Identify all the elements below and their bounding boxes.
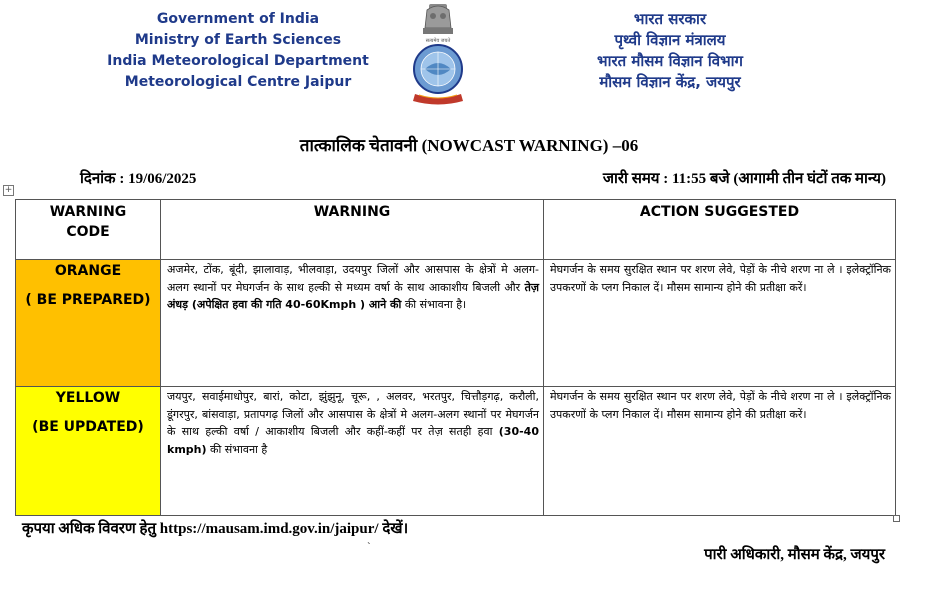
table-header-row: [16, 200, 896, 260]
header-hindi: [540, 9, 800, 93]
svg-text:सत्यमेव जयते: सत्यमेव जयते: [425, 38, 451, 44]
table-row: [16, 260, 896, 387]
warning-table: [15, 199, 896, 516]
table-row: [16, 387, 896, 516]
warning-text-part: अजमेर, टोंक, बूंदी, झालावाड़, भीलवाड़ा, उदयपुर जिलों और आसपास के क्षेत्रों मे अलग-अलग स्थानों पर मेघगर्जन के साथ हल्की से मध्यम वर्षा के साथ आकाशीय बिजली और: [167, 263, 539, 294]
imd-emblem-icon: [405, 2, 471, 108]
action-text: मेघगर्जन के समय सुरक्षित स्थान पर शरण लेवे, पेड़ों के नीचे शरण ना ले । इलेक्ट्रॉनिक उपकरणों के प्लग निकाल दें। मौसम सामान्य होने की प्रतीक्षा करें।: [544, 260, 896, 387]
code-cell-yellow: [16, 387, 161, 516]
page-title: तात्कालिक चेतावनी (NOWCAST WARNING) –06: [299, 136, 639, 155]
header-hi-line-1: भारत सरकार: [633, 10, 707, 28]
warning-text-part: की संभावना है।: [401, 298, 467, 311]
header-hi-line-2: पृथ्वी विज्ञान मंत्रालय: [614, 31, 726, 49]
action-text: मेघगर्जन के समय सुरक्षित स्थान पर शरण लेवे, पेड़ों के नीचे शरण ना ले । इलेक्ट्रॉनिक उपकरणों के प्लग निकाल दें। मौसम सामान्य होने की प्रतीक्षा करें।: [544, 387, 896, 516]
header-hi-line-3: भारत मौसम विज्ञान विभाग: [597, 52, 743, 70]
code-label: ORANGE: [54, 263, 122, 279]
tick-mark: `: [367, 541, 371, 553]
warning-text-bold: (30-40 kmph): [167, 425, 539, 456]
table-move-handle-icon[interactable]: +: [4, 185, 13, 195]
header-en-line-2: Ministry of Earth Sciences: [134, 32, 342, 48]
header-en-line-1: Government of India: [156, 11, 320, 27]
code-note: ( BE PREPARED): [25, 292, 151, 308]
table-resize-handle-icon[interactable]: [893, 515, 900, 522]
warning-text-part: की संभावना है: [206, 442, 268, 456]
more-info-link[interactable]: कृपया अधिक विवरण हेतु https://mausam.imd.gov.in/jaipur/ देखें।: [22, 521, 409, 537]
header-en-line-3: India Meteorological Department: [107, 53, 369, 69]
warning-text-part: जयपुर, सवाईमाधोपुर, बारां, कोटा, झुंझुनू, चूरू, , अलवर, भरतपुर, चित्तौड़गढ़, करौली, डूंगरपुर, बांसवाड़ा, प्रतापगढ़ जिलों और आसपास के क्षेत्रों मे अलग-अलग स्थानों पर मेघगर्जन के साथ हल्की वर्षा / आकाशीय बिजली और कहीं-कहीं पर तेज़ सतही हवा: [167, 390, 539, 438]
header-hi-line-4: मौसम विज्ञान केंद्र, जयपुर: [599, 73, 741, 91]
header-english: [98, 9, 378, 93]
header-warning: WARNING: [161, 200, 544, 260]
warning-text: [161, 387, 544, 516]
header-action: ACTION SUGGESTED: [544, 200, 896, 260]
code-cell-orange: [16, 260, 161, 387]
issue-date: दिनांक : 19/06/2025: [80, 171, 197, 187]
code-label: YELLOW: [55, 390, 121, 406]
signature: पारी अधिकारी, मौसम केंद्र, जयपुर: [704, 547, 885, 563]
header-en-line-4: Meteorological Centre Jaipur: [124, 74, 352, 90]
issue-time: जारी समय : 11:55 बजे (आगामी तीन घंटों तक मान्य): [602, 171, 886, 187]
warning-text: [161, 260, 544, 387]
header-warning-code: WARNING CODE: [16, 200, 161, 260]
code-note: (BE UPDATED): [32, 419, 144, 435]
warning-text-bold: तेज़ अंधड़ (अपेक्षित हवा की गति 40-60Kmph ) आने की: [167, 280, 539, 311]
